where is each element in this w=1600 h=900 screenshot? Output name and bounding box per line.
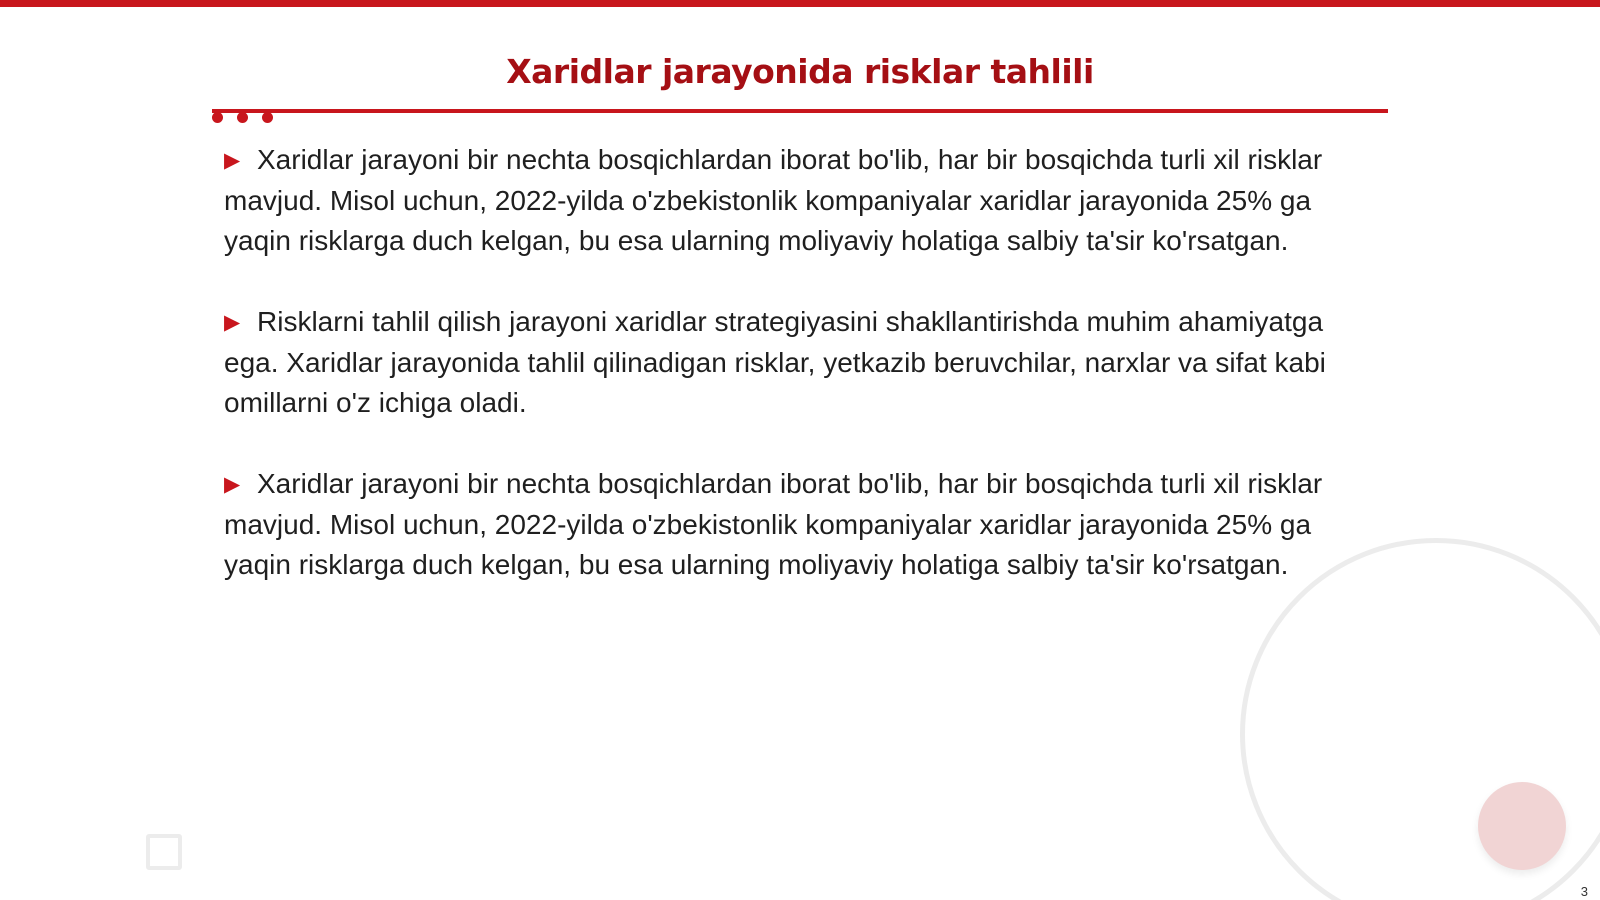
top-accent-bar: [0, 0, 1600, 7]
bullet-paragraph-2: [224, 302, 1354, 423]
title-dot: [262, 112, 273, 123]
decorative-circle: [1478, 782, 1566, 870]
bullet-arrow-icon: ▶: [224, 473, 241, 496]
title-dot: [237, 112, 248, 123]
paragraph-text: Xaridlar jarayoni bir nechta bosqichlardan iborat bo'lib, har bir bosqichda turli xil risklar mavjud. Misol uchun, 2022-yilda o'zbekistonlik kompaniyalar xaridlar jarayonida 25% ga yaqin risklarga duch kelgan, bu esa ularning moliyaviy holatiga salbiy ta'sir ko'rsatgan.: [224, 468, 1323, 580]
bullet-arrow-icon: ▶: [224, 149, 241, 172]
slide-body: [224, 140, 1354, 626]
slide-title: Xaridlar jarayonida risklar tahlili: [506, 52, 1094, 91]
paragraph-text: Xaridlar jarayoni bir nechta bosqichlardan iborat bo'lib, har bir bosqichda turli xil risklar mavjud. Misol uchun, 2022-yilda o'zbekistonlik kompaniyalar xaridlar jarayonida 25% ga yaqin risklarga duch kelgan, bu esa ularning moliyaviy holatiga salbiy ta'sir ko'rsatgan.: [224, 144, 1323, 256]
title-underline: [212, 109, 1388, 113]
page-number: 3: [1580, 884, 1588, 899]
bullet-paragraph-3: [224, 464, 1354, 585]
title-dot: [212, 112, 223, 123]
decorative-square: [146, 834, 182, 870]
bullet-paragraph-1: [224, 140, 1354, 261]
title-dots: [212, 112, 292, 126]
paragraph-text: Risklarni tahlil qilish jarayoni xaridlar strategiyasini shakllantirishda muhim ahamiyatga ega. Xaridlar jarayonida tahlil qilinadigan risklar, yetkazib beruvchilar, narxlar va sifat kabi omillarni o'z ichiga oladi.: [224, 306, 1326, 418]
bullet-arrow-icon: ▶: [224, 311, 241, 334]
